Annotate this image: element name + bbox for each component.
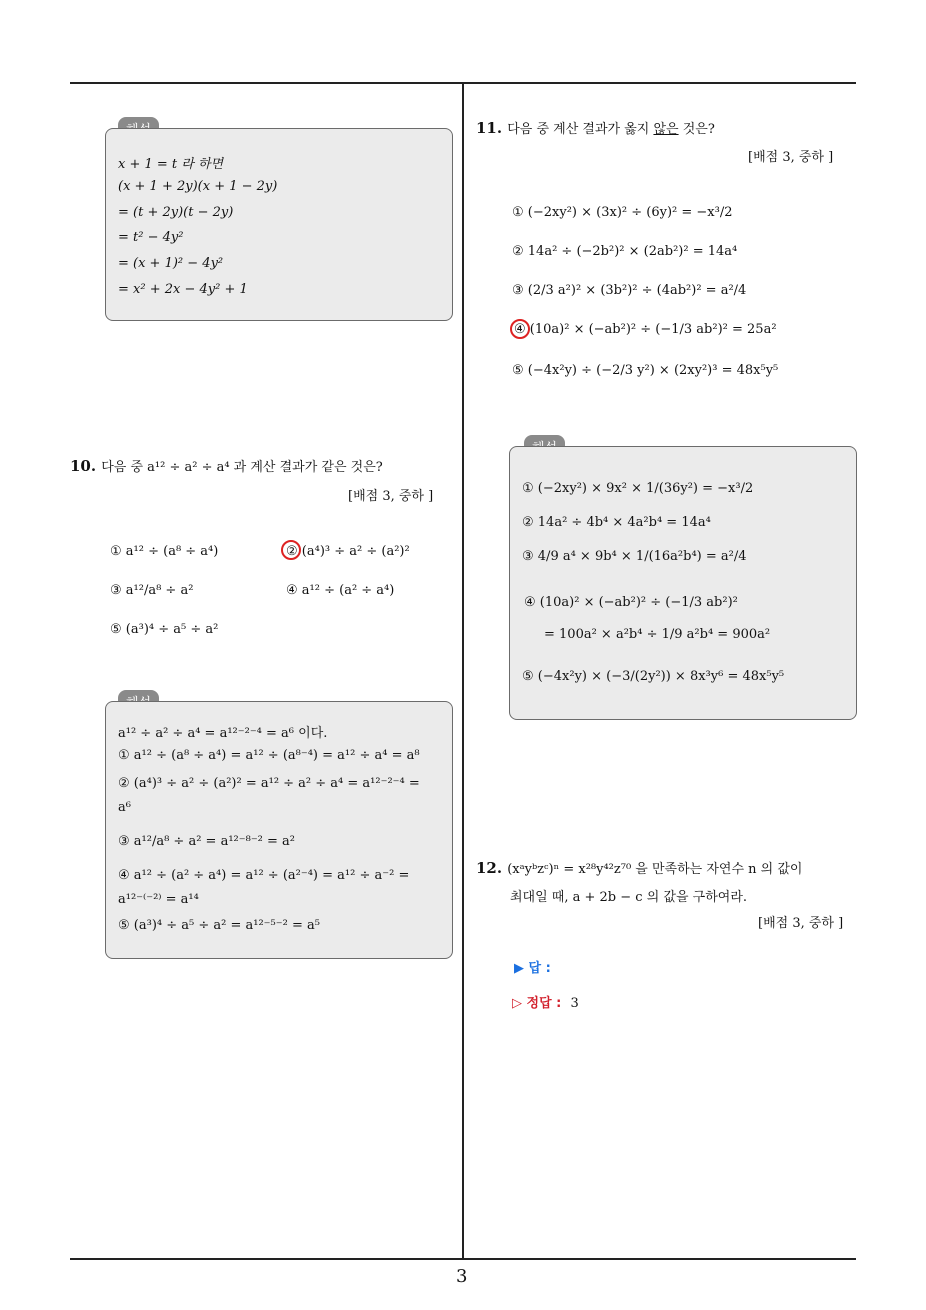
question-text: 것은? (678, 122, 715, 137)
correct-answer (512, 992, 579, 1011)
explain-line: ③ 4/9 a⁴ × 9b⁴ × 1/(16a²b⁴) = a²/4 (522, 549, 747, 564)
explain-line: (x + 1 + 2y)(x + 1 − 2y) (118, 179, 278, 194)
explain-line: = x² + 2x − 4y² + 1 (118, 282, 248, 297)
column-divider (462, 82, 464, 1260)
explain-box-q9 (105, 128, 453, 321)
explain-box-q11 (509, 446, 857, 720)
difficulty-label: [배점 3, 중하 ] (758, 916, 844, 931)
option-5[interactable]: ⑤ (−4x²y) ÷ (−2/3 y²) × (2xy²)³ = 48x⁵y⁵ (512, 363, 779, 378)
explain-line: ① a¹² ÷ (a⁸ ÷ a⁴) = a¹² ÷ (a⁸⁻⁴) = a¹² ÷ a⁴ = a⁸ (118, 748, 420, 763)
question-12 (476, 858, 802, 877)
option-2[interactable]: ② (a⁴)³ ÷ a² ÷ (a²)² (286, 544, 410, 559)
question-text: 다음 중 a¹² ÷ a² ÷ a⁴ 과 계산 결과가 같은 것은? (101, 460, 383, 475)
question-number: 12. (476, 859, 503, 877)
explain-line: x + 1 = t 라 하면 (118, 157, 224, 172)
question-number: 10. (70, 457, 97, 475)
explain-line: ⑤ (−4x²y) × (−3/(2y²)) × 8x³y⁶ = 48x⁵y⁵ (522, 669, 785, 684)
question-text: (xᵃyᵇzᶜ)ⁿ = x²⁸y⁴²z⁷⁰ 을 만족하는 자연수 n 의 값이 (507, 862, 803, 877)
difficulty-label: [배점 3, 중하 ] (748, 150, 834, 165)
difficulty-label: [배점 3, 중하 ] (348, 489, 434, 504)
option-1[interactable]: ① (−2xy²) × (3x)² ÷ (6y)² = −x³/2 (512, 205, 733, 220)
option-4[interactable]: ④ (10a)² × (−ab²)² ÷ (−1/3 ab²)² = 25a² (514, 322, 777, 337)
option-3[interactable]: ③ a¹²/a⁸ ÷ a² (110, 583, 194, 598)
explain-line: = 100a² × a²b⁴ ÷ 1/9 a²b⁴ = 900a² (544, 627, 771, 642)
option-1[interactable]: ① a¹² ÷ (a⁸ ÷ a⁴) (110, 544, 219, 559)
question-text-line2: 최대일 때, a + 2b − c 의 값을 구하여라. (510, 890, 748, 905)
explain-line: ④ (10a)² × (−ab²)² ÷ (−1/3 ab²)² (524, 595, 738, 610)
bottom-rule (70, 1258, 856, 1260)
explain-box-q10 (105, 701, 453, 959)
explain-line: ② (a⁴)³ ÷ a² ÷ (a²)² = a¹² ÷ a² ÷ a⁴ = a¹²⁻²⁻⁴ = (118, 776, 420, 791)
explain-line: ① (−2xy²) × 9x² × 1/(36y²) = −x³/2 (522, 481, 754, 496)
explain-line: ② 14a² ÷ 4b⁴ × 4a²b⁴ = 14a⁴ (522, 515, 711, 530)
correct-label: ▷ 정답 : (512, 996, 562, 1011)
question-text: 다음 중 계산 결과가 옳지 (507, 122, 654, 137)
explain-line: a⁶ (118, 800, 131, 815)
question-11 (476, 118, 715, 137)
explain-line: a¹²⁻⁽⁻²⁾ = a¹⁴ (118, 892, 199, 907)
question-number: 11. (476, 119, 503, 137)
explain-line: ⑤ (a³)⁴ ÷ a⁵ ÷ a² = a¹²⁻⁵⁻² = a⁵ (118, 918, 320, 933)
question-10 (70, 456, 383, 475)
option-2[interactable]: ② 14a² ÷ (−2b²)² × (2ab²)² = 14a⁴ (512, 244, 738, 259)
option-3[interactable]: ③ (2/3 a²)² × (3b²)² ÷ (4ab²)² = a²/4 (512, 283, 747, 298)
question-text-underlined: 않은 (653, 122, 679, 137)
explain-line: = (x + 1)² − 4y² (118, 256, 224, 271)
explain-line: ④ a¹² ÷ (a² ÷ a⁴) = a¹² ÷ (a²⁻⁴) = a¹² ÷ a⁻² = (118, 868, 410, 883)
explain-line: = t² − 4y² (118, 230, 184, 245)
option-4[interactable]: ④ a¹² ÷ (a² ÷ a⁴) (286, 583, 395, 598)
explain-line: a¹² ÷ a² ÷ a⁴ = a¹²⁻²⁻⁴ = a⁶ 이다. (118, 726, 328, 741)
option-5[interactable]: ⑤ (a³)⁴ ÷ a⁵ ÷ a² (110, 622, 219, 637)
explain-line: ③ a¹²/a⁸ ÷ a² = a¹²⁻⁸⁻² = a² (118, 834, 296, 849)
correct-value: 3 (570, 996, 579, 1011)
page-number: 3 (456, 1266, 468, 1287)
answer-label: ▶ 답 : (514, 961, 551, 976)
explain-line: = (t + 2y)(t − 2y) (118, 205, 234, 220)
